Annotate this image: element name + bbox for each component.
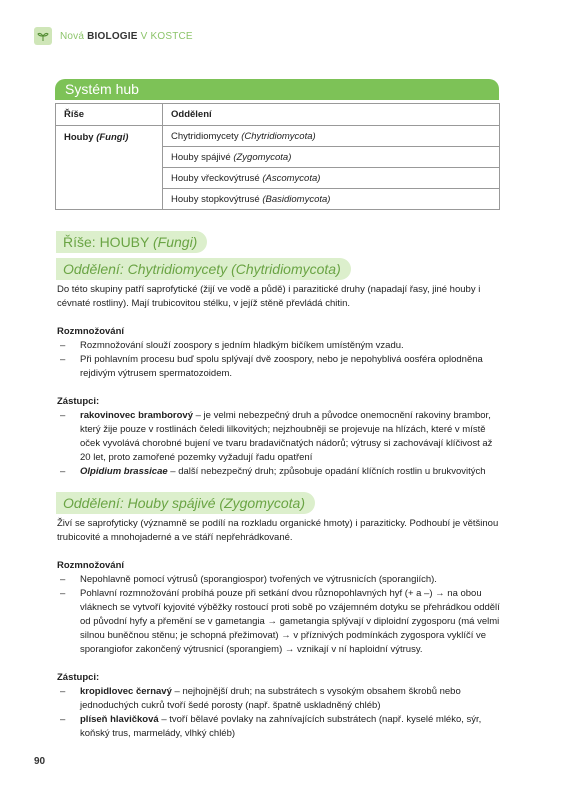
zygo-rep-list <box>57 685 502 741</box>
division-name: Houby vřeckovýtrusé <box>171 172 260 184</box>
chytrid-rep-list <box>57 409 502 479</box>
species-name: Olpidium brassicae <box>80 466 168 477</box>
book-title <box>60 31 193 42</box>
table-row <box>56 126 500 147</box>
zygo-intro: Živí se saprofyticky (významně se podílí na rozkladu organické hmoty) i paraziticky. Podhoubí je většinou trubicovité a mnohojaderné a ve stáří nepřehrádkované. <box>57 518 499 543</box>
fungi-system-table <box>55 103 500 210</box>
division-name: Houby stopkovýtrusé <box>171 193 260 205</box>
division-cell <box>163 147 500 168</box>
chytrid-heading-text: Oddělení: Chytridiomycety (Chytridiomycota) <box>63 261 341 277</box>
species-name: plíseň hlavičková <box>80 714 159 725</box>
division-cell <box>163 126 500 147</box>
list-item <box>57 465 502 479</box>
table-header-row <box>56 104 500 126</box>
division-cell <box>163 189 500 210</box>
kingdom-name: Houby <box>64 132 94 143</box>
species-name: kropidlovec černavý <box>80 686 172 697</box>
kingdom-cell <box>56 126 163 210</box>
kingdom-heading-text: Říše: HOUBY <box>63 234 150 250</box>
list-item: – Při pohlavním procesu buď spolu splývají dvě zoospory, nebo je nepohyblivá oosféra oplodněna rejdivým výtrusem spermatozoidem. <box>57 353 502 381</box>
page-header <box>34 26 193 46</box>
division-latin: (Basidiomycota) <box>262 193 331 205</box>
chytrid-intro: Do této skupiny patří saprofytické (žijí ve vodě a půdě) i parazitické druhy (napadají řasy, jiné houby i cévnaté rostliny). Mají trubicovitou stélku, v jejíž stěně převládá chitin. <box>57 284 481 309</box>
page-number: 90 <box>34 756 46 767</box>
book-title-biologie: BIOLOGIE <box>87 30 138 42</box>
chytrid-section <box>57 283 502 479</box>
book-title-nova: Nová <box>60 30 85 42</box>
division-latin: (Chytridiomycota) <box>241 130 316 142</box>
sprout-logo-icon <box>34 27 52 45</box>
zygo-heading <box>56 492 315 514</box>
list-item <box>57 409 502 465</box>
chytrid-repro-list <box>57 339 502 381</box>
zygo-repro-title: Rozmnožování <box>57 560 125 571</box>
division-latin: (Ascomycota) <box>262 172 321 184</box>
zygo-rep-title: Zástupci: <box>57 672 100 683</box>
species-desc: – další nebezpečný druh; způsobuje opadání klíčních rostlin u brukvovitých <box>167 466 486 477</box>
species-name: rakovinovec bramborový <box>80 410 193 421</box>
list-item: – Rozmnožování slouží zoospory s jedním hladkým bičíkem umístěným vzadu. <box>57 339 502 353</box>
book-title-kostce: V KOSTCE <box>140 30 193 42</box>
column-header-division: Oddělení <box>163 104 500 126</box>
fungi-system-title: Systém hub <box>55 79 499 100</box>
kingdom-heading-latin: (Fungi) <box>153 234 198 250</box>
list-item: – Pohlavní rozmnožování probíhá pouze při setkání dvou různopohlavných hyf (+ a –) → na obou vláknech se vytvoří kyjovité výběžky rostoucí proti sobě po vzájemném dotyku se přehrádkou oddělí od původní hyfy a přemění se v gametangia → gametangia splývají v diploidní zygosporu (má velmi silnou buněčnou stěnu; je schopná přežimovat) → v příznivých podmínkách zygospora vyklíčí ve sporangiofor zakončený výtrusnicí (sporangiem) → vznikají v ní haploidní výtrusy. <box>57 587 502 657</box>
species-desc: – tvoří bělavé povlaky na zahnívajících substrátech (např. kyselé mléko, sýr, koňský trus, marmelády, vlhký chléb) <box>80 714 482 739</box>
chytrid-heading <box>56 258 351 280</box>
list-item <box>57 713 502 741</box>
zygo-heading-text: Oddělení: Houby spájivé (Zygomycota) <box>63 495 305 511</box>
list-item <box>57 685 502 713</box>
list-item: – Nepohlavně pomocí výtrusů (sporangiospor) tvořených ve výtrusnicích (sporangiích). <box>57 573 502 587</box>
kingdom-heading <box>56 231 207 253</box>
chytrid-repro-title: Rozmnožování <box>57 326 125 337</box>
division-name: Houby spájivé <box>171 151 231 163</box>
division-cell <box>163 168 500 189</box>
division-latin: (Zygomycota) <box>233 151 292 163</box>
zygo-section <box>57 517 502 741</box>
chytrid-rep-title: Zástupci: <box>57 396 100 407</box>
division-name: Chytridiomycety <box>171 130 239 142</box>
column-header-kingdom: Říše <box>56 104 163 126</box>
species-desc: – nejhojnější druh; na substrátech s vysokým obsahem škrobů nebo jednoduchých cukrů tvoří šedé porosty (např. špatně uskladněný chléb) <box>80 686 461 711</box>
kingdom-latin: (Fungi) <box>96 132 129 143</box>
zygo-repro-list <box>57 573 502 657</box>
species-desc: – je velmi nebezpečný druh a původce onemocnění rakoviny brambor, který žije pouze v rostlinách čeledi lilkovitých; nejzhoubněji se projevuje na hlízách, které v místě oček vyvolává chorobné bujení ve tvaru bradavičnatých nádorů; výtrusy si zachovávají klíčivost až 20 let, proto zamořené pozemky vyžadují řadu opatření <box>80 410 493 463</box>
